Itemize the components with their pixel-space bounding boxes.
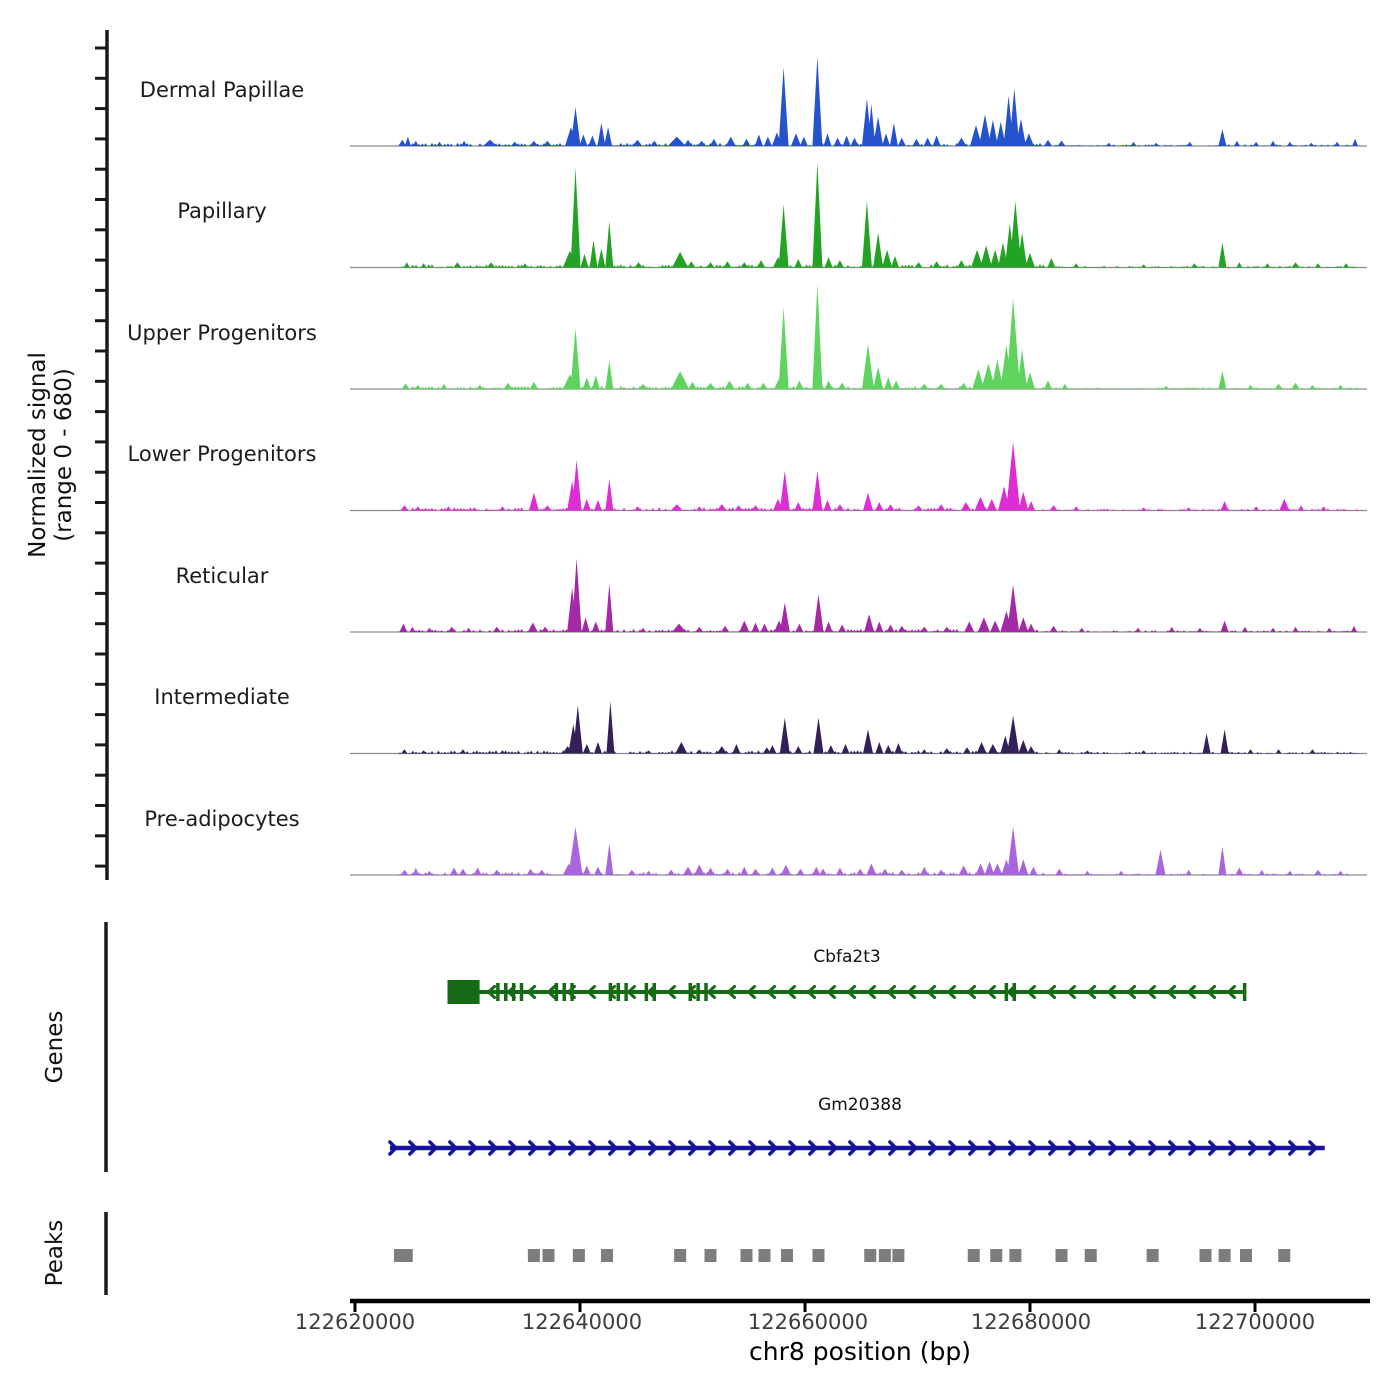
- peak-box: [401, 1249, 413, 1262]
- peak-box: [1200, 1249, 1212, 1262]
- signal-area-3: [398, 442, 1359, 510]
- signal-area-0: [398, 57, 1359, 146]
- track-label-reticular: Reticular: [175, 564, 269, 588]
- peak-box: [864, 1249, 876, 1262]
- track-label-dermal-papillae: Dermal Papillae: [139, 78, 305, 102]
- genes-section-label: Genes: [42, 1010, 68, 1084]
- peak-box: [1147, 1249, 1159, 1262]
- peak-box: [781, 1249, 793, 1262]
- x-tick-122660000: 122660000: [747, 1310, 869, 1334]
- peak-box: [759, 1249, 771, 1262]
- signal-area-5: [398, 701, 1359, 754]
- x-tick-122620000: 122620000: [294, 1310, 416, 1334]
- peak-box: [879, 1249, 891, 1262]
- track-label-lower-progenitors: Lower Progenitors: [127, 442, 317, 466]
- x-tick-122640000: 122640000: [521, 1310, 643, 1334]
- track-label-papillary: Papillary: [177, 199, 267, 223]
- signal-area-6: [398, 827, 1349, 875]
- peak-box: [1085, 1249, 1097, 1262]
- peak-box: [1056, 1249, 1068, 1262]
- peak-box: [1219, 1249, 1231, 1262]
- peak-box: [968, 1249, 980, 1262]
- x-tick-122700000: 122700000: [1194, 1310, 1316, 1334]
- peak-box: [528, 1249, 540, 1262]
- peak-box: [741, 1249, 753, 1262]
- track-label-upper-progenitors: Upper Progenitors: [127, 321, 317, 345]
- y-axis-label-line2: (range 0 - 680): [51, 368, 78, 542]
- x-tick-122680000: 122680000: [970, 1310, 1092, 1334]
- y-axis-label: [25, 25, 81, 885]
- signal-area-1: [401, 163, 1355, 268]
- y-axis-label-line1: Normalized signal: [25, 352, 51, 558]
- peak-box: [674, 1249, 686, 1262]
- signal-area-4: [398, 559, 1359, 633]
- x-axis-title: chr8 position (bp): [749, 1337, 971, 1366]
- peak-box: [543, 1249, 555, 1262]
- peak-box: [705, 1249, 717, 1262]
- peak-box: [1240, 1249, 1252, 1262]
- peak-box: [990, 1249, 1002, 1262]
- track-label-pre-adipocytes: Pre-adipocytes: [144, 807, 300, 831]
- peak-box: [1278, 1249, 1290, 1262]
- gene-label-cbfa2t3: Cbfa2t3: [813, 947, 881, 967]
- peak-box: [1009, 1249, 1021, 1262]
- gene-label-gm20388: Gm20388: [818, 1095, 902, 1115]
- peak-box: [601, 1249, 613, 1262]
- peaks-section-label: Peaks: [42, 1219, 68, 1287]
- signal-area-2: [402, 284, 1359, 389]
- peak-box: [573, 1249, 585, 1262]
- peak-box: [813, 1249, 825, 1262]
- track-label-intermediate: Intermediate: [154, 685, 290, 709]
- peak-box: [892, 1249, 904, 1262]
